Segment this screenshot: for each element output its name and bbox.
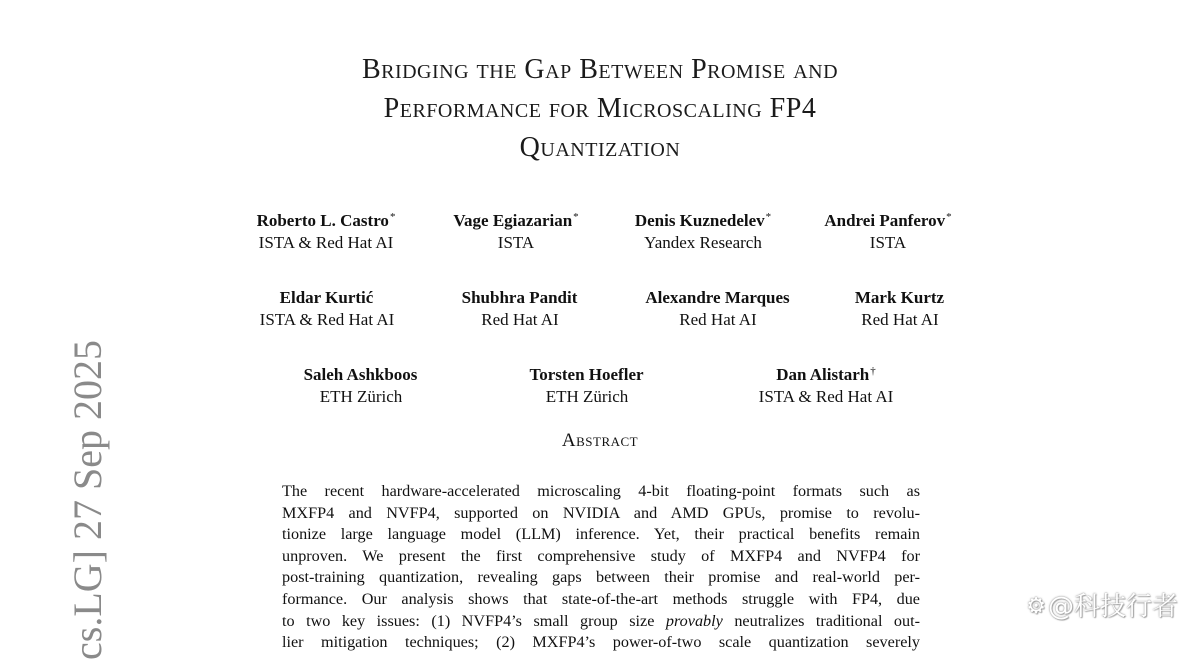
abstract-body [282,481,920,654]
author-block [740,360,912,408]
author-block [810,206,966,254]
abstract-line: tionize large language model (LLM) inference. Yet, their practical benefits remain [282,525,920,544]
author-affiliation: Red Hat AI [481,310,559,329]
abstract-line: MXFP4 and NVFP4, supported on NVIDIA and AMD GPUs, promise to revolu- [282,503,920,522]
author-mark: * [765,211,772,223]
author-affiliation: ETH Zürich [319,387,403,406]
author-name: Shubhra Pandit [461,288,578,307]
author-name: Vage Egiazarian [453,211,573,230]
abstract-heading: Abstract [561,430,639,451]
author-affiliation: Red Hat AI [679,310,757,329]
author-name: Mark Kurtz [854,288,945,307]
author-mark: * [389,211,396,223]
abstract-line: The recent hardware-accelerated microscaling 4-bit floating-point formats such as [282,482,920,500]
author-block [238,206,414,254]
abstract-line: unproven. We present the first comprehensive study of MXFP4 and NVFP4 for [282,546,920,565]
watermark-text: @科技行者 [1047,592,1178,622]
author-block [286,360,436,408]
author-name: Roberto L. Castro [256,211,389,230]
author-affiliation: Yandex Research [644,233,762,252]
author-name: Dan Alistarh [776,365,870,384]
author-affiliation: Red Hat AI [861,310,939,329]
abstract-line [282,611,920,633]
abstract-line-part: neutralizes traditional out- [734,611,920,630]
watermark [1026,586,1178,623]
author-name: Denis Kuznedelev [634,211,765,230]
author-block [240,283,414,331]
author-block [444,283,596,331]
author-name: Andrei Panferov [824,211,946,230]
author-affiliation: ISTA & Red Hat AI [258,233,394,252]
title-line-1: Bridging the Gap Between Promise and [361,54,839,85]
paper-title [200,50,1000,167]
abstract-line: post-training quantization, revealing gaps between their promise and real-world per- [282,568,920,587]
author-mark: † [870,365,876,377]
author-affiliation: ISTA & Red Hat AI [758,387,894,406]
author-affiliation: ISTA [869,233,907,252]
abstract-line: formance. Our analysis shows that state-of-the-art methods struggle with FP4, due [282,589,920,608]
author-mark: * [573,211,579,223]
author-block [512,360,662,408]
author-block [626,283,810,331]
abstract-emphasis: provably [665,611,723,630]
author-block [436,206,596,254]
author-block [618,206,788,254]
arxiv-side-stamp: cs.LG] 27 Sep 2025 [65,340,110,660]
author-affiliation: ETH Zürich [545,387,629,406]
abstract-line: lier mitigation techniques; (2) MXFP4’s power-of-two scale quantization severely [282,633,920,652]
author-name: Eldar Kurtić [279,288,374,307]
abstract-line-part: to two key issues: (1) NVFP4’s small group size [282,611,655,630]
author-name: Alexandre Marques [645,288,790,307]
author-mark: * [946,211,952,223]
author-block [836,283,964,331]
author-affiliation: ISTA [497,233,535,252]
title-line-3: Quantization [519,132,681,163]
author-name: Saleh Ashkboos [303,365,418,384]
title-line-2: Performance for Microscaling FP4 [383,93,817,124]
weibo-icon: ⚙ [1026,594,1046,619]
author-name: Torsten Hoefler [529,365,644,384]
author-affiliation: ISTA & Red Hat AI [259,310,395,329]
